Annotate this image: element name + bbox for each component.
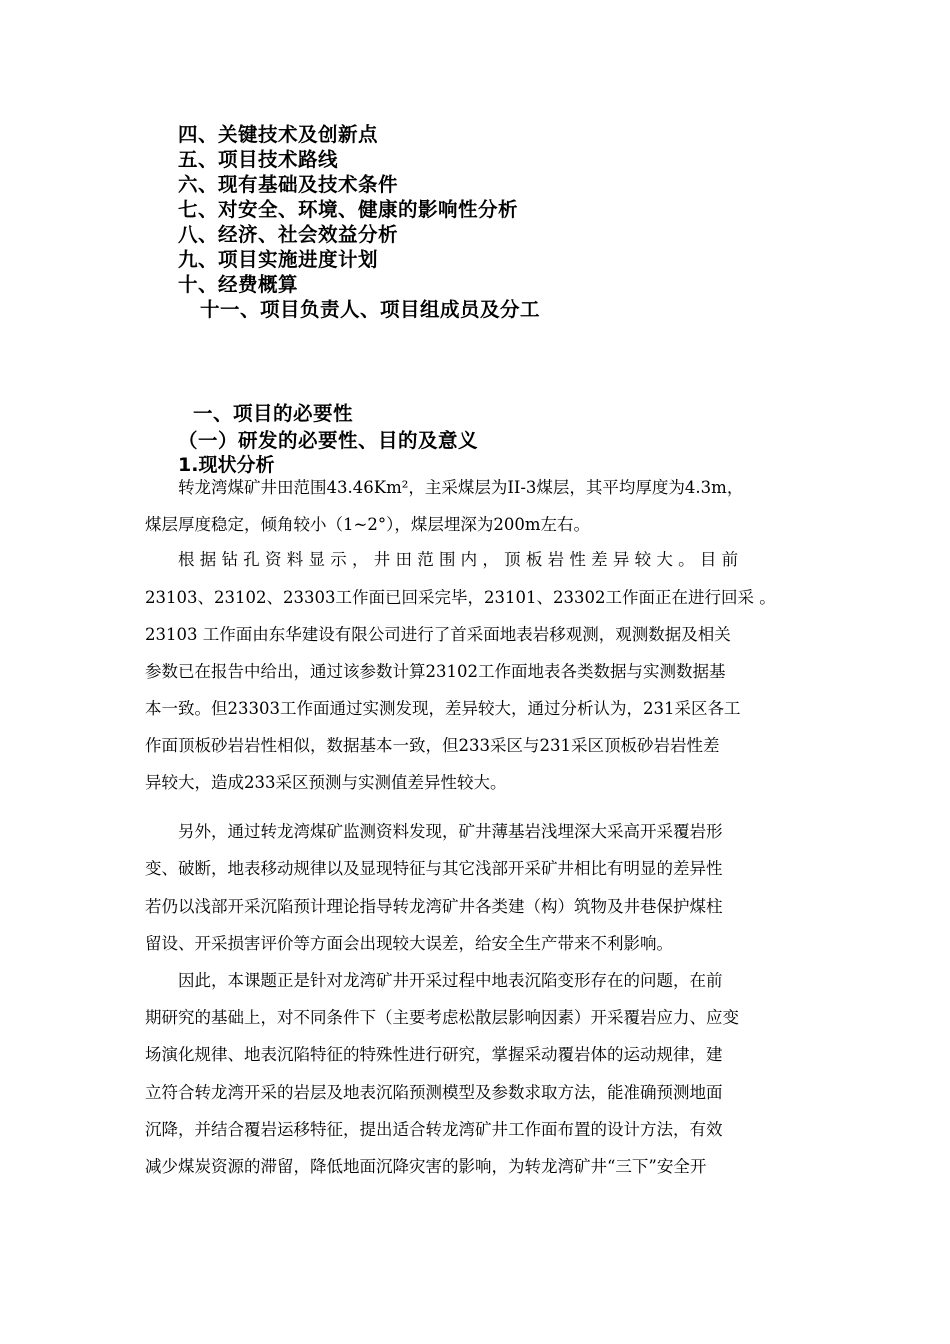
- toc-item: 七、对安全、环境、健康的影响性分析: [178, 198, 519, 221]
- toc-item: 十、经费概算: [178, 273, 299, 296]
- paragraph-line: 23103 工作面由东华建设有限公司进行了首采面地表岩移观测，观测数据及相关: [145, 625, 731, 644]
- toc-item: 四、关键技术及创新点: [178, 123, 379, 146]
- subsubsection-heading: 1.现状分析: [178, 454, 275, 476]
- paragraph-line: 异较大，造成233采区预测与实测值差异性较大。: [145, 773, 507, 792]
- toc-item: 九、项目实施进度计划: [178, 248, 379, 271]
- toc-item: 八、经济、社会效益分析: [178, 223, 399, 246]
- paragraph-line: 另外，通过转龙湾煤矿监测资料发现，矿井薄基岩浅埋深大采高开采覆岩形: [178, 822, 723, 841]
- paragraph-line: 场演化规律、地表沉陷特征的特殊性进行研究，掌握采动覆岩体的运动规律，建: [145, 1045, 723, 1064]
- subsection-heading: （一）研发的必要性、目的及意义: [178, 429, 479, 452]
- paragraph-line: 留设、开采损害评价等方面会出现较大误差，给安全生产带来不利影响。: [145, 934, 673, 953]
- paragraph-line: 作面顶板砂岩岩性相似，数据基本一致，但233采区与231采区顶板砂岩岩性差: [145, 736, 720, 755]
- paragraph-line: 23103、23102、23303工作面已回采完毕，23101、23302工作面正在进行回采 。: [145, 588, 776, 607]
- paragraph-line: 减少煤炭资源的滞留，降低地面沉降灾害的影响，为转龙湾矿井“三下”安全开: [145, 1157, 707, 1176]
- paragraph-line: 沉降，并结合覆岩运移特征，提出适合转龙湾矿井工作面布置的设计方法，有效: [145, 1120, 723, 1139]
- toc-item: 十一、项目负责人、项目组成员及分工: [200, 298, 541, 321]
- paragraph-line: 转龙湾煤矿井田范围43.46Km²，主采煤层为II-3煤层，其平均厚度为4.3m，: [178, 478, 744, 497]
- paragraph-line: 期研究的基础上，对不同条件下（主要考虑松散层影响因素）开采覆岩应力、应变: [145, 1008, 739, 1027]
- paragraph-line: 根 据 钻 孔 资 料 显 示 ， 井 田 范 围 内 ， 顶 板 岩 性 差 异 较 大 。 目 前: [178, 550, 739, 569]
- table-of-contents: [178, 122, 878, 322]
- paragraph-line: 变、破断，地表移动规律以及显现特征与其它浅部开采矿井相比有明显的差异性: [145, 859, 723, 878]
- paragraph-line: 参数已在报告中给出，通过该参数计算23102工作面地表各类数据与实测数据基: [145, 662, 726, 681]
- toc-item: 五、项目技术路线: [178, 148, 339, 171]
- toc-item: 六、现有基础及技术条件: [178, 173, 399, 196]
- paragraph-line: 因此，本课题正是针对龙湾矿井开采过程中地表沉陷变形存在的问题，在前: [178, 971, 723, 990]
- section-heading: 一、项目的必要性: [193, 402, 354, 425]
- paragraph-line: 煤层厚度稳定，倾角较小（1~2°），煤层埋深为200m左右。: [145, 515, 590, 534]
- paragraph-line: 本一致。但23303工作面通过实测发现，差异较大，通过分析认为，231采区各工: [145, 699, 741, 718]
- paragraph-line: 立符合转龙湾开采的岩层及地表沉陷预测模型及参数求取方法，能准确预测地面: [145, 1083, 723, 1102]
- paragraph-line: 若仍以浅部开采沉陷预计理论指导转龙湾矿井各类建（构）筑物及井巷保护煤柱: [145, 897, 723, 916]
